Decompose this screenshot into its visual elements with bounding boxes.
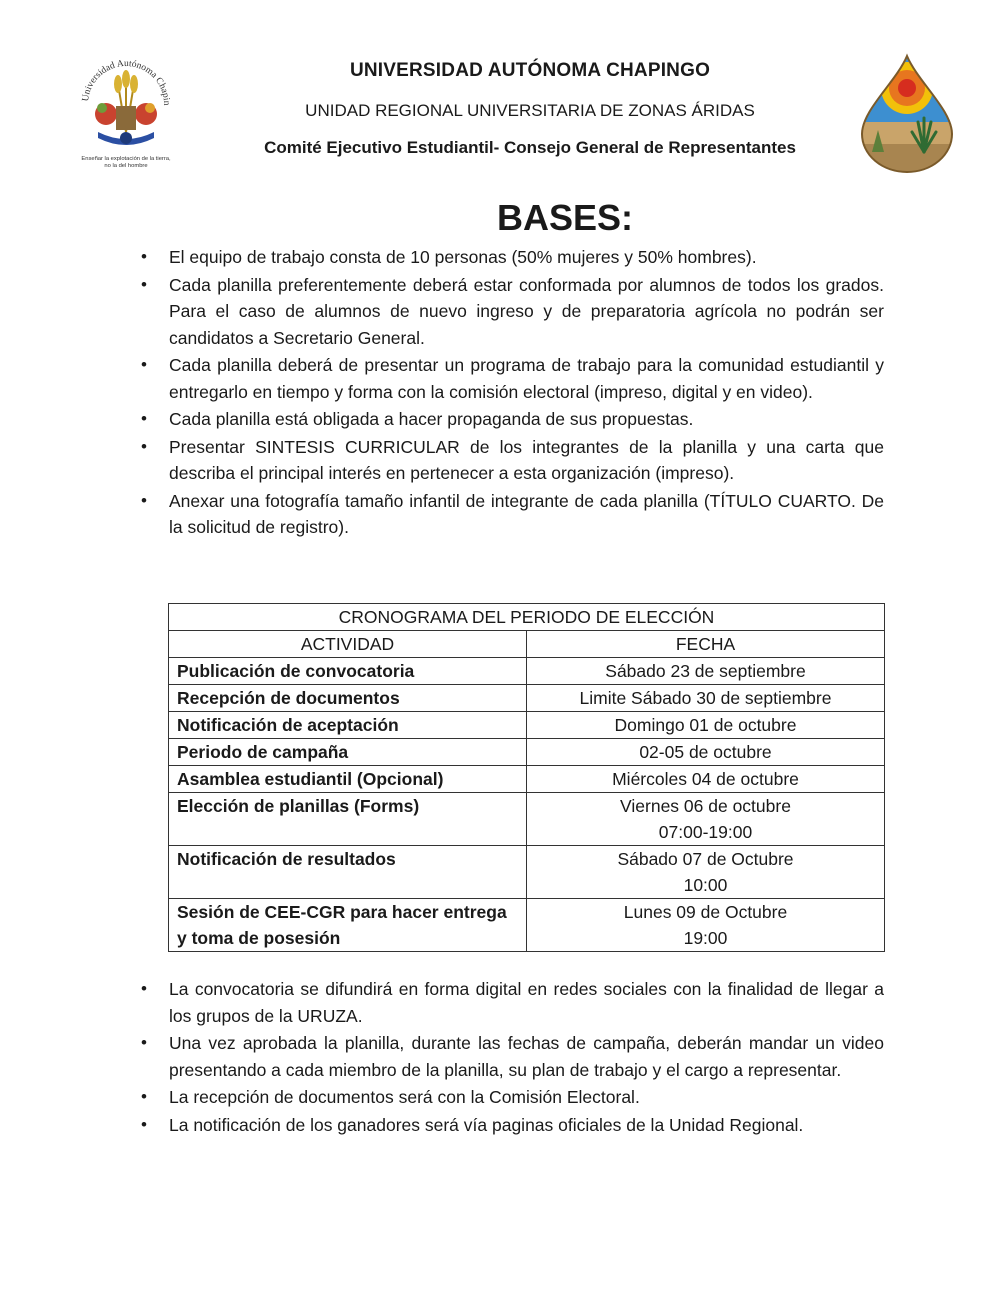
list-item: • Presentar SINTESIS CURRICULAR de los integrantes de la planilla y una carta que describa el principal interés en pertenecer a esta organización (impreso).	[138, 434, 884, 487]
table-row	[169, 739, 885, 766]
table-row	[169, 846, 885, 899]
activity-cell: Elección de planillas (Forms)	[169, 793, 527, 846]
table-row	[169, 658, 885, 685]
activity-cell: Notificación de resultados	[169, 846, 527, 899]
date-cell: Miércoles 04 de octubre	[527, 766, 885, 793]
list-item: • La recepción de documentos será con la Comisión Electoral.	[138, 1084, 884, 1111]
date-cell: Sábado 23 de septiembre	[527, 658, 885, 685]
date-cell: Domingo 01 de octubre	[527, 712, 885, 739]
seal-arc-text: Universidad Autónoma Chapin	[81, 58, 172, 106]
activity-cell: Recepción de documentos	[169, 685, 527, 712]
list-item: • Cada planilla deberá de presentar un programa de trabajo para la comunidad estudiantil y entregarlo en tiempo y forma con la comisión electoral (impreso, digital y en video).	[138, 352, 884, 405]
committee-name: Comité Ejecutivo Estudiantil- Consejo General de Representantes	[264, 138, 796, 157]
list-item: • El equipo de trabajo consta de 10 personas (50% mujeres y 50% hombres).	[138, 244, 884, 271]
column-header-activity: ACTIVIDAD	[169, 631, 527, 658]
column-header-date: FECHA	[527, 631, 885, 658]
table-row	[169, 766, 885, 793]
date-cell: Viernes 06 de octubre 07:00-19:00	[527, 793, 885, 846]
bullet-icon: •	[141, 1114, 147, 1134]
activity-cell: Asamblea estudiantil (Opcional)	[169, 766, 527, 793]
date-cell: Limite Sábado 30 de septiembre	[527, 685, 885, 712]
activity-cell: Notificación de aceptación	[169, 712, 527, 739]
table-caption-row	[169, 604, 885, 631]
bullet-icon: •	[141, 355, 147, 374]
list-item: • Cada planilla está obligada a hacer propaganda de sus propuestas.	[138, 406, 884, 433]
bullet-icon: •	[141, 436, 147, 456]
date-cell: 02-05 de octubre	[527, 739, 885, 766]
list-item: • La notificación de los ganadores será vía paginas oficiales de la Unidad Regional.	[138, 1112, 884, 1139]
bullet-icon: •	[141, 979, 147, 998]
bases-title: BASES:	[496, 197, 634, 238]
table-row	[169, 793, 885, 846]
bullet-icon: •	[141, 247, 147, 266]
activity-cell: Publicación de convocatoria	[169, 658, 527, 685]
chapingo-seal-icon	[70, 42, 180, 170]
list-item: • La convocatoria se difundirá en forma digital en redes sociales con la finalidad de llegar a los grupos de la URUZA.	[138, 976, 884, 1029]
notes-list	[138, 976, 884, 1139]
bases-list	[138, 244, 884, 542]
table-row	[169, 712, 885, 739]
seal-motto-line2: no la del hombre	[104, 163, 148, 169]
university-name: UNIVERSIDAD AUTÓNOMA CHAPINGO	[349, 60, 711, 81]
table-header-row	[169, 631, 885, 658]
date-cell: Sábado 07 de Octubre 10:00	[527, 846, 885, 899]
list-item: • Anexar una fotografía tamaño infantil de integrante de cada planilla (TÍTULO CUARTO. De la solicitud de registro).	[138, 488, 884, 541]
list-item: • Una vez aprobada la planilla, durante las fechas de campaña, deberán mandar un video presentando a cada miembro de la planilla, su plan de trabajo y el cargo a representar.	[138, 1030, 884, 1083]
bullet-icon: •	[141, 490, 147, 510]
election-schedule-table	[168, 603, 885, 952]
list-item: • Cada planilla preferentemente deberá estar conformada por alumnos de todos los grados. Para el caso de alumnos de nuevo ingreso y de preparatoria agrícola no podrán ser candidatos a Secretario General.	[138, 272, 884, 352]
activity-cell: Periodo de campaña	[169, 739, 527, 766]
bullet-icon: •	[141, 1087, 147, 1106]
table-row	[169, 685, 885, 712]
activity-cell: Sesión de CEE-CGR para hacer entrega y toma de posesión	[169, 899, 527, 952]
date-cell: Lunes 09 de Octubre 19:00	[527, 899, 885, 952]
regional-unit-name: UNIDAD REGIONAL UNIVERSITARIA DE ZONAS ÁRIDAS	[305, 101, 755, 120]
bullet-icon: •	[141, 1033, 147, 1052]
schedule-caption: CRONOGRAMA DEL PERIODO DE ELECCIÓN	[169, 604, 885, 631]
bullet-icon: •	[141, 409, 147, 428]
bullet-icon: •	[141, 274, 147, 294]
table-row	[169, 899, 885, 952]
seal-motto-line1: Enseñar la explotación de la tierra,	[81, 156, 171, 162]
uruza-drop-logo-icon	[858, 52, 956, 174]
